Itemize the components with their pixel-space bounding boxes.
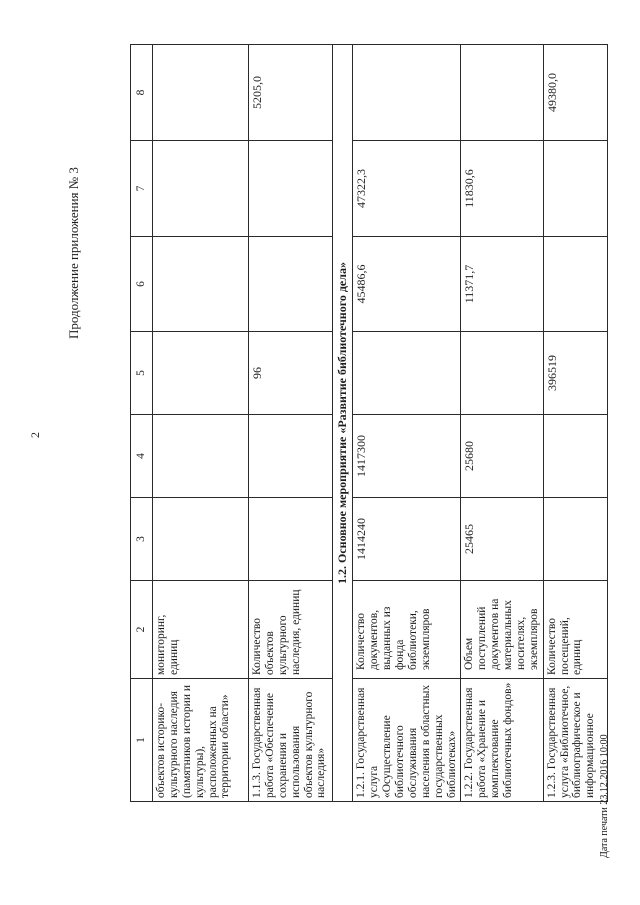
row-name-cell: объектов историко-культурного наследия (памятников истории и культуры), расположенных на территории области»: [153, 679, 249, 802]
page-number: 2: [28, 432, 42, 438]
column-header: 3: [131, 498, 153, 581]
value-cell: [461, 45, 543, 141]
value-cell: 25680: [461, 415, 543, 498]
section-title: 1.2. Основное мероприятие «Развитие библиотечного дела»: [333, 45, 353, 802]
value-cell: 396519: [543, 332, 607, 415]
value-cell: [543, 498, 607, 581]
value-cell: 1417300: [353, 415, 461, 498]
value-cell: [153, 332, 249, 415]
column-header: 6: [131, 237, 153, 332]
value-cell: 47322,3: [353, 141, 461, 237]
column-header: 5: [131, 332, 153, 415]
indicator-cell: Количество документов, выданных из фонда библиотеки, экземпляров: [353, 581, 461, 679]
value-cell: [249, 498, 333, 581]
appendix-title: Продолжение приложения № 3: [66, 167, 81, 339]
row-name-cell: 1.2.3. Государственная услуга «Библиотечное, библиографическое и информационное: [543, 679, 607, 802]
indicator-cell: мониторинг, единиц: [153, 581, 249, 679]
table-row: [543, 45, 607, 802]
value-cell: [249, 237, 333, 332]
value-cell: [153, 141, 249, 237]
table-row: [353, 45, 461, 802]
column-header: 4: [131, 415, 153, 498]
value-cell: [353, 45, 461, 141]
value-cell: [543, 141, 607, 237]
value-cell: [153, 237, 249, 332]
table-row: [249, 45, 333, 802]
table-row: [153, 45, 249, 802]
column-header-row: [131, 45, 153, 802]
value-cell: 45486,6: [353, 237, 461, 332]
indicator-cell: Количество посещений, единиц: [543, 581, 607, 679]
value-cell: [249, 415, 333, 498]
section-row: [333, 45, 353, 802]
row-name-cell: 1.2.1. Государственная услуга «Осуществление библиотечного обслуживания населения в областных государственных библиотеках»: [353, 679, 461, 802]
indicator-table: [130, 44, 608, 802]
print-date: Дата печати 23.12.2016 10:00: [599, 734, 610, 858]
value-cell: [153, 415, 249, 498]
indicator-cell: Объем поступлений документов на материальных носителях, экземпляров: [461, 581, 543, 679]
value-cell: [461, 332, 543, 415]
value-cell: [543, 237, 607, 332]
value-cell: [153, 45, 249, 141]
value-cell: [249, 141, 333, 237]
value-cell: [353, 332, 461, 415]
indicator-cell: Количество объектов культурного наследия, единиц: [249, 581, 333, 679]
row-name-cell: 1.1.3. Государственная работа «Обеспечение сохранения и использования объектов культурного наследия»: [249, 679, 333, 802]
value-cell: [153, 498, 249, 581]
row-name-cell: 1.2.2. Государственная работа «Хранение и комплектование библиотечных фондов»: [461, 679, 543, 802]
column-header: 7: [131, 141, 153, 237]
value-cell: 11830,6: [461, 141, 543, 237]
column-header: 8: [131, 45, 153, 141]
value-cell: [543, 415, 607, 498]
column-header: 2: [131, 581, 153, 679]
value-cell: 5205,0: [249, 45, 333, 141]
value-cell: 11371,7: [461, 237, 543, 332]
column-header: 1: [131, 679, 153, 802]
value-cell: 25465: [461, 498, 543, 581]
table-row: [461, 45, 543, 802]
value-cell: 49380,0: [543, 45, 607, 141]
value-cell: 96: [249, 332, 333, 415]
value-cell: 1414240: [353, 498, 461, 581]
